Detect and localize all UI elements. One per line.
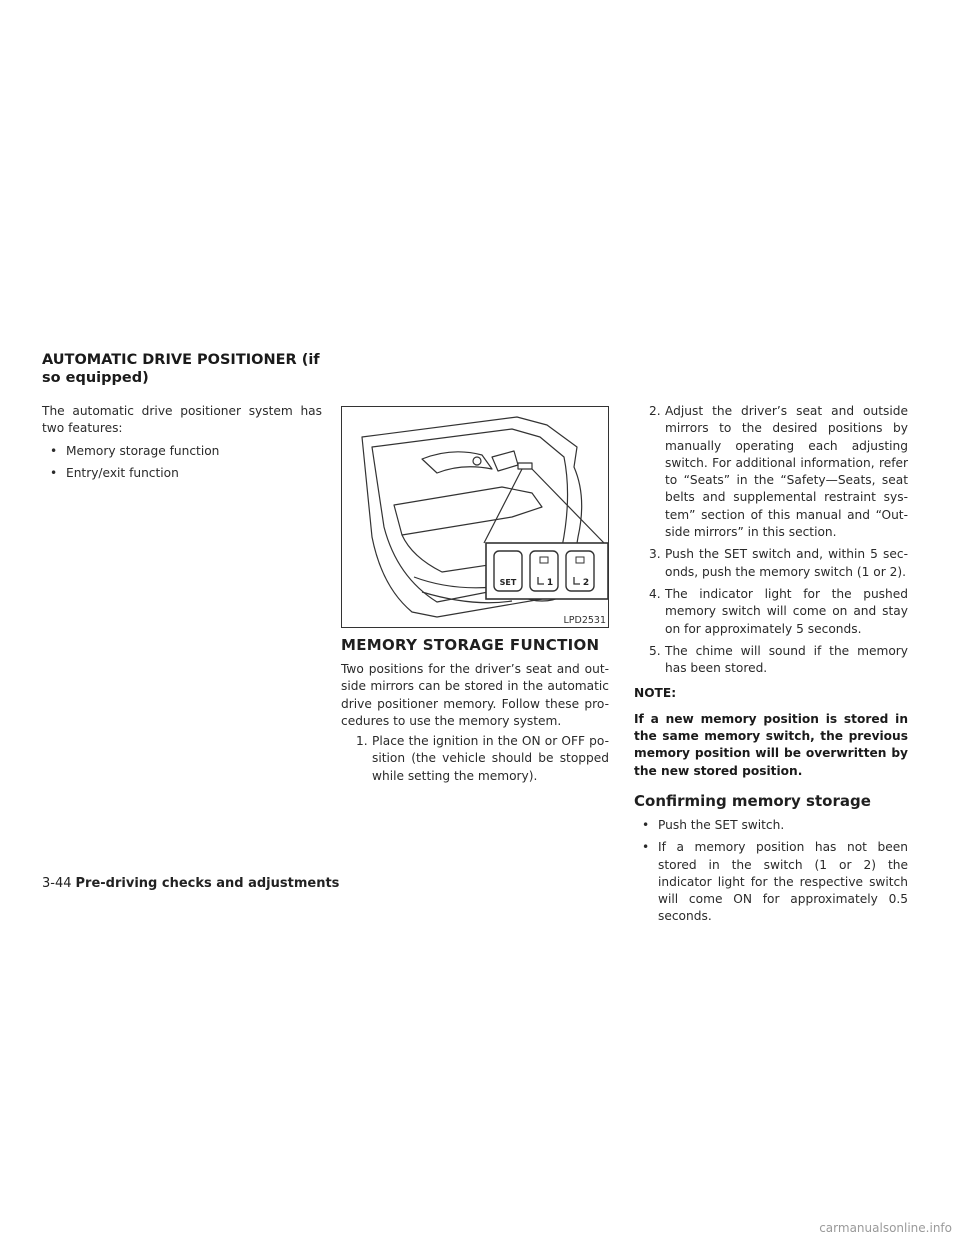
note-text: If a new memory position is stored in the same memory switch, the previous memory position will be overwritten by the new stored position. <box>634 711 908 778</box>
confirming-heading: Confirming memory storage <box>634 791 871 810</box>
list-item <box>634 403 908 541</box>
page-footer <box>42 876 339 891</box>
memory-switch-1-label: 1 <box>546 578 554 588</box>
page-number: 3-44 <box>42 876 72 891</box>
steps-list-1 <box>341 733 609 785</box>
footer-section-title: Pre-driving checks and adjustments <box>75 876 340 891</box>
memory-switch-2-label: 2 <box>582 578 590 588</box>
step-number: 4. <box>649 586 661 601</box>
step-text: Place the ignition in the ON or OFF po-sition (the vehicle should be stopped while setting the memory). <box>372 734 609 783</box>
feature-list <box>42 443 322 483</box>
step-text: The chime will sound if the memory has been stored. <box>665 643 908 676</box>
list-item: • Entry/exit function <box>42 465 322 482</box>
memory-storage-intro: Two positions for the driver’s seat and out-side mirrors can be stored in the automatic drive positioner memory. Follow these pro-cedures to use the memory system. <box>341 662 609 728</box>
list-item <box>634 546 908 581</box>
door-switch-figure <box>341 406 609 628</box>
list-item <box>341 733 609 785</box>
step-number: 3. <box>649 547 661 562</box>
figure-label: LPD2531 <box>563 615 606 626</box>
step-number: 2. <box>649 404 661 418</box>
steps-list-2 <box>634 403 908 677</box>
confirming-list <box>634 817 908 926</box>
step-text: The indicator light for the pushed memory switch will come on and stay on for approximately 5 seconds. <box>665 586 908 636</box>
section-title: AUTOMATIC DRIVE POSITIONER (if so equipped) <box>42 352 320 386</box>
set-switch-label: SET <box>499 578 517 587</box>
column-3 <box>634 403 908 926</box>
intro-paragraph: The automatic drive positioner system has two features: <box>42 404 322 436</box>
list-item: • Memory storage function <box>42 443 322 460</box>
watermark: carmanualsonline.info <box>819 1221 952 1235</box>
note-label: NOTE: <box>634 686 677 701</box>
step-text: Adjust the driver’s seat and outside mirrors to the desired positions by manually operating each adjusting switch. For additional information, refer to “Seats” in the “Safety—Seats, seat belts and supplemental restraint sys-tem” section of this manual and “Out-side mirrors” in this section. <box>665 404 908 540</box>
memory-storage-heading: MEMORY STORAGE FUNCTION <box>341 636 600 654</box>
column-1 <box>42 403 322 487</box>
step-number: 1. <box>356 734 368 749</box>
memory-switch-panel <box>486 543 608 599</box>
step-text: Push the SET switch and, within 5 sec-onds, push the memory switch (1 or 2). <box>665 547 908 579</box>
column-2 <box>341 635 609 790</box>
door-panel-illustration <box>342 407 608 627</box>
list-item <box>634 586 908 638</box>
list-item <box>634 643 908 678</box>
step-number: 5. <box>649 643 661 658</box>
list-item: • Push the SET switch. <box>634 817 908 834</box>
list-item: • If a memory position has not been stored in the switch (1 or 2) the indicator light for the respective switch will come ON for approximately 0.5 seconds. <box>634 839 908 925</box>
